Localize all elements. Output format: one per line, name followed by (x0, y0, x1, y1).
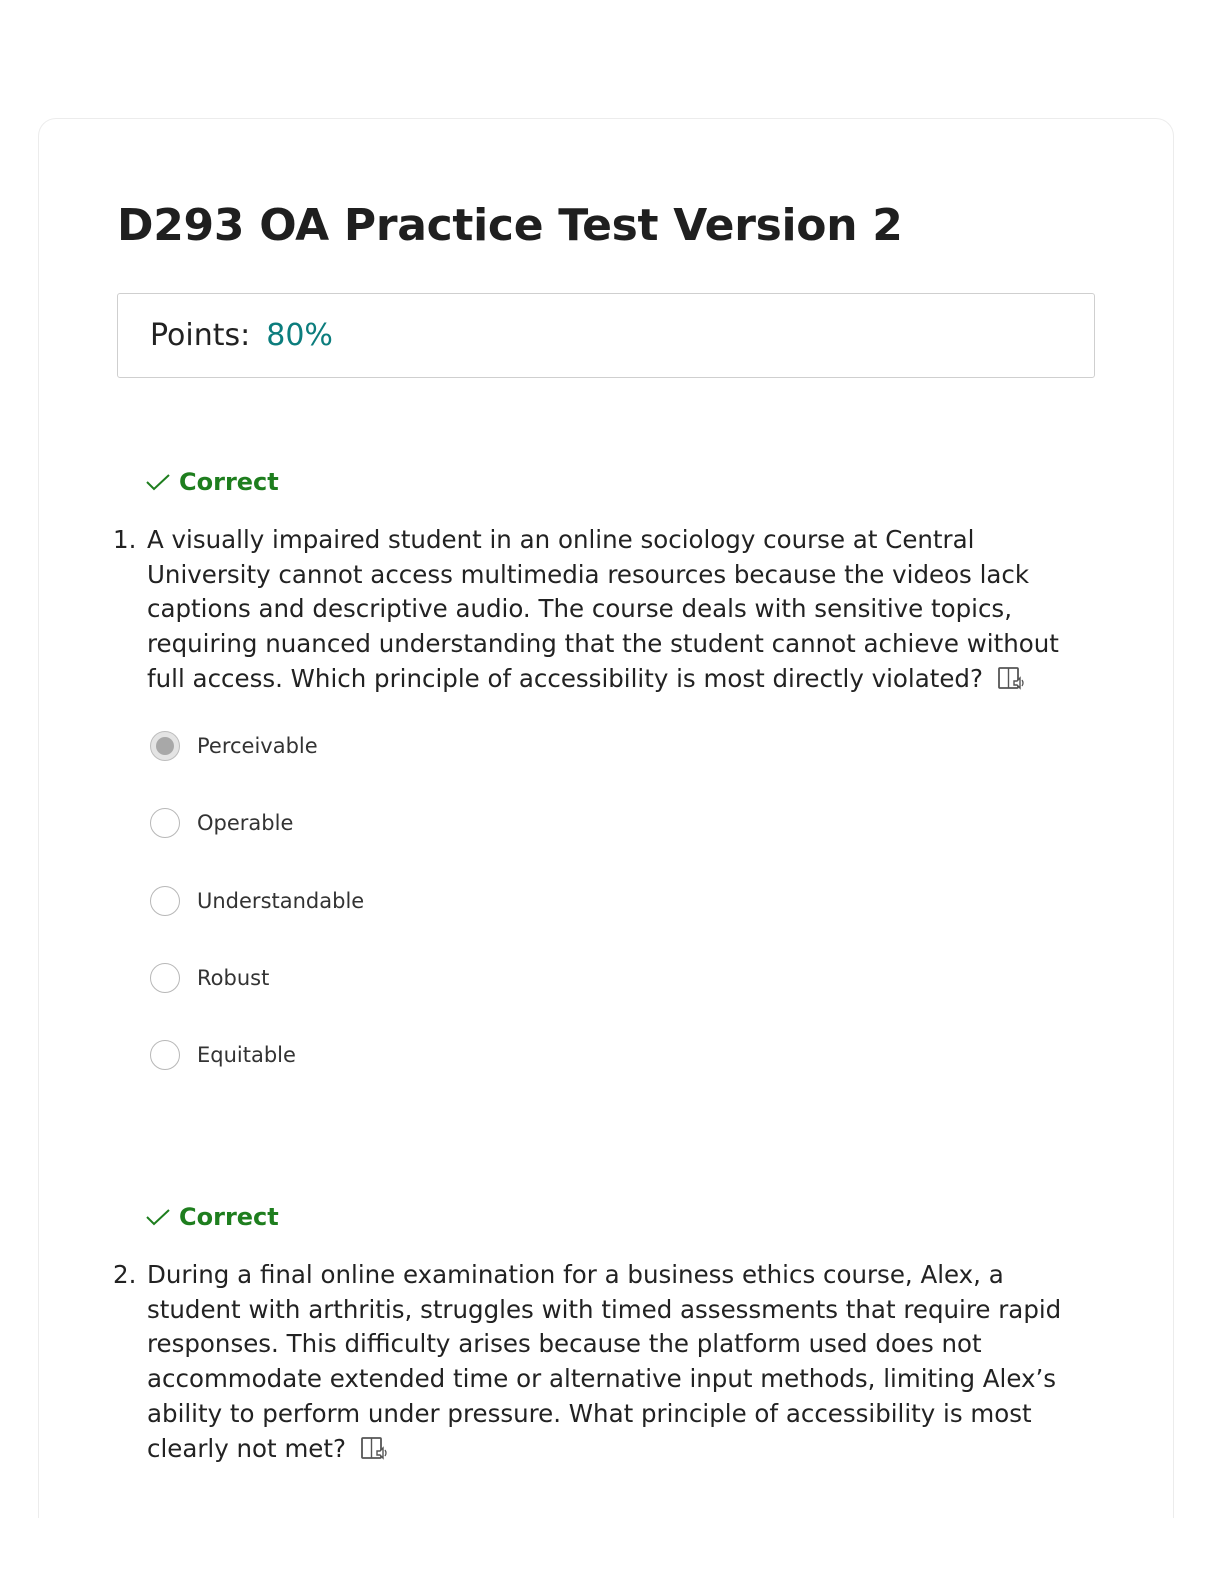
radio-button[interactable] (150, 886, 180, 916)
option-robust[interactable] (150, 963, 269, 993)
option-label: Perceivable (197, 734, 318, 758)
points-label: Points: (150, 318, 251, 353)
check-icon (145, 472, 171, 492)
question-1 (113, 523, 1093, 697)
question-number: 2. (113, 1260, 137, 1289)
question-2-status (145, 1203, 279, 1231)
radio-button[interactable] (150, 963, 180, 993)
option-label: Robust (197, 966, 270, 990)
option-equitable[interactable] (150, 1040, 296, 1070)
question-2 (113, 1258, 1093, 1466)
question-text-wrap (147, 1258, 1093, 1466)
status-label: Correct (179, 468, 279, 496)
question-number: 1. (113, 525, 137, 554)
option-label: Understandable (197, 889, 365, 913)
points-value: 80% (266, 318, 333, 353)
points-summary (117, 293, 1095, 378)
immersive-reader-icon[interactable] (997, 665, 1027, 693)
status-label: Correct (179, 1203, 279, 1231)
radio-button[interactable] (150, 1040, 180, 1070)
option-label: Operable (197, 811, 294, 835)
radio-button[interactable] (150, 808, 180, 838)
option-understandable[interactable] (150, 886, 364, 916)
question-text: A visually impaired student in an online sociology course at Central University cannot access multimedia resources because the videos lack captions and descriptive audio. The course deals with sensitive topics, requiring nuanced understanding that the student cannot achieve without full access. Which principle of accessibility is most directly violated? (147, 525, 1059, 693)
option-label: Equitable (197, 1043, 296, 1067)
check-icon (145, 1207, 171, 1227)
question-text: During a final online examination for a business ethics course, Alex, a student with arthritis, struggles with timed assessments that require rapid responses. This difficulty arises because the platform used does not accommodate extended time or alternative input methods, limiting Alex’s ability to perform under pressure. What principle of accessibility is most clearly not met? (147, 1260, 1062, 1463)
radio-button[interactable] (150, 731, 180, 761)
question-text-wrap (147, 523, 1093, 697)
question-1-status (145, 468, 279, 496)
page-title: D293 OA Practice Test Version 2 (117, 200, 903, 251)
option-operable[interactable] (150, 808, 293, 838)
option-perceivable[interactable] (150, 731, 318, 761)
immersive-reader-icon[interactable] (360, 1435, 390, 1463)
